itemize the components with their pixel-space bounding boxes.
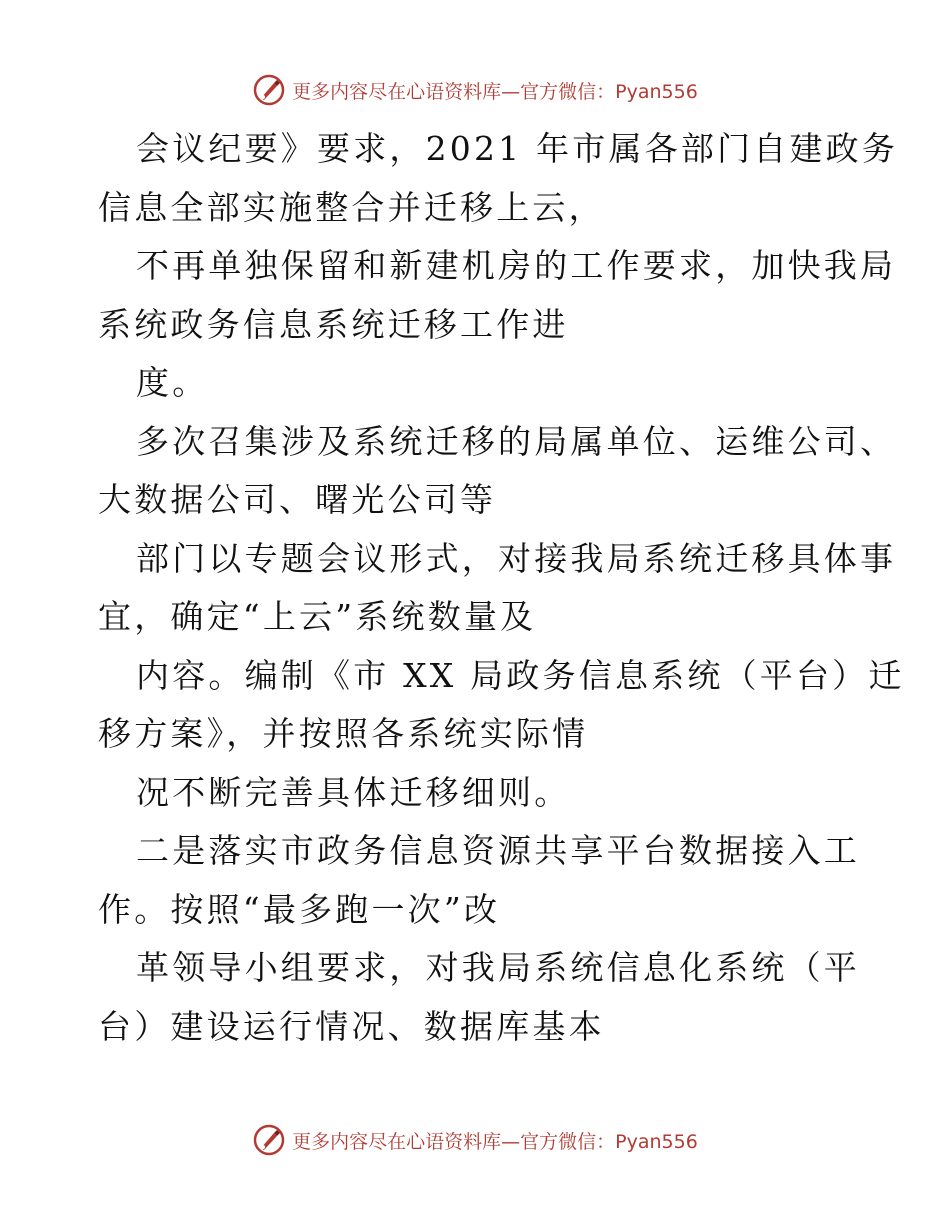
- text-line: 况不断完善具体迁移细则。: [136, 772, 571, 812]
- document-body: [98, 120, 905, 1056]
- pen-seal-icon: [252, 73, 286, 107]
- text-line: 度。: [136, 363, 209, 402]
- text-line: 台）建设运行情况、数据库基本: [98, 1006, 605, 1046]
- pen-seal-icon: [252, 1123, 286, 1157]
- text-line: 二是落实市政务信息资源共享平台数据接入工: [136, 831, 860, 870]
- text-line: 多次召集涉及系统迁移的局属单位、运维公司、: [136, 421, 897, 461]
- text-line: 会议纪要》要求，2021 年市属各部门自建政务: [136, 129, 899, 168]
- text-line: 革领导小组要求，对我局系统信息化系统（平: [136, 948, 860, 987]
- text-line: 作。按照“最多跑一次”改: [98, 889, 501, 929]
- header-banner: [0, 70, 950, 110]
- footer-banner-text: 更多内容尽在心语资料库—官方微信：Pyan556: [292, 1130, 698, 1153]
- text-line: 移方案》，并按照各系统实际情: [98, 714, 589, 753]
- text-line: 大数据公司、曙光公司等: [98, 480, 497, 519]
- footer-banner: [0, 1120, 950, 1160]
- text-line: 信息全部实施整合并迁移上云，: [98, 187, 605, 227]
- text-line: 宜，确定“上云”系统数量及: [98, 597, 537, 636]
- text-line: 不再单独保留和新建机房的工作要求，加快我局: [136, 246, 897, 285]
- text-line: 部门以专题会议形式，对接我局系统迁移具体事: [136, 538, 897, 578]
- text-line: 内容。编制《市 XX 局政务信息系统（平台）迁: [136, 655, 905, 695]
- header-banner-text: 更多内容尽在心语资料库—官方微信：Pyan556: [292, 80, 698, 103]
- text-line: 系统政务信息系统迁移工作进: [98, 304, 569, 344]
